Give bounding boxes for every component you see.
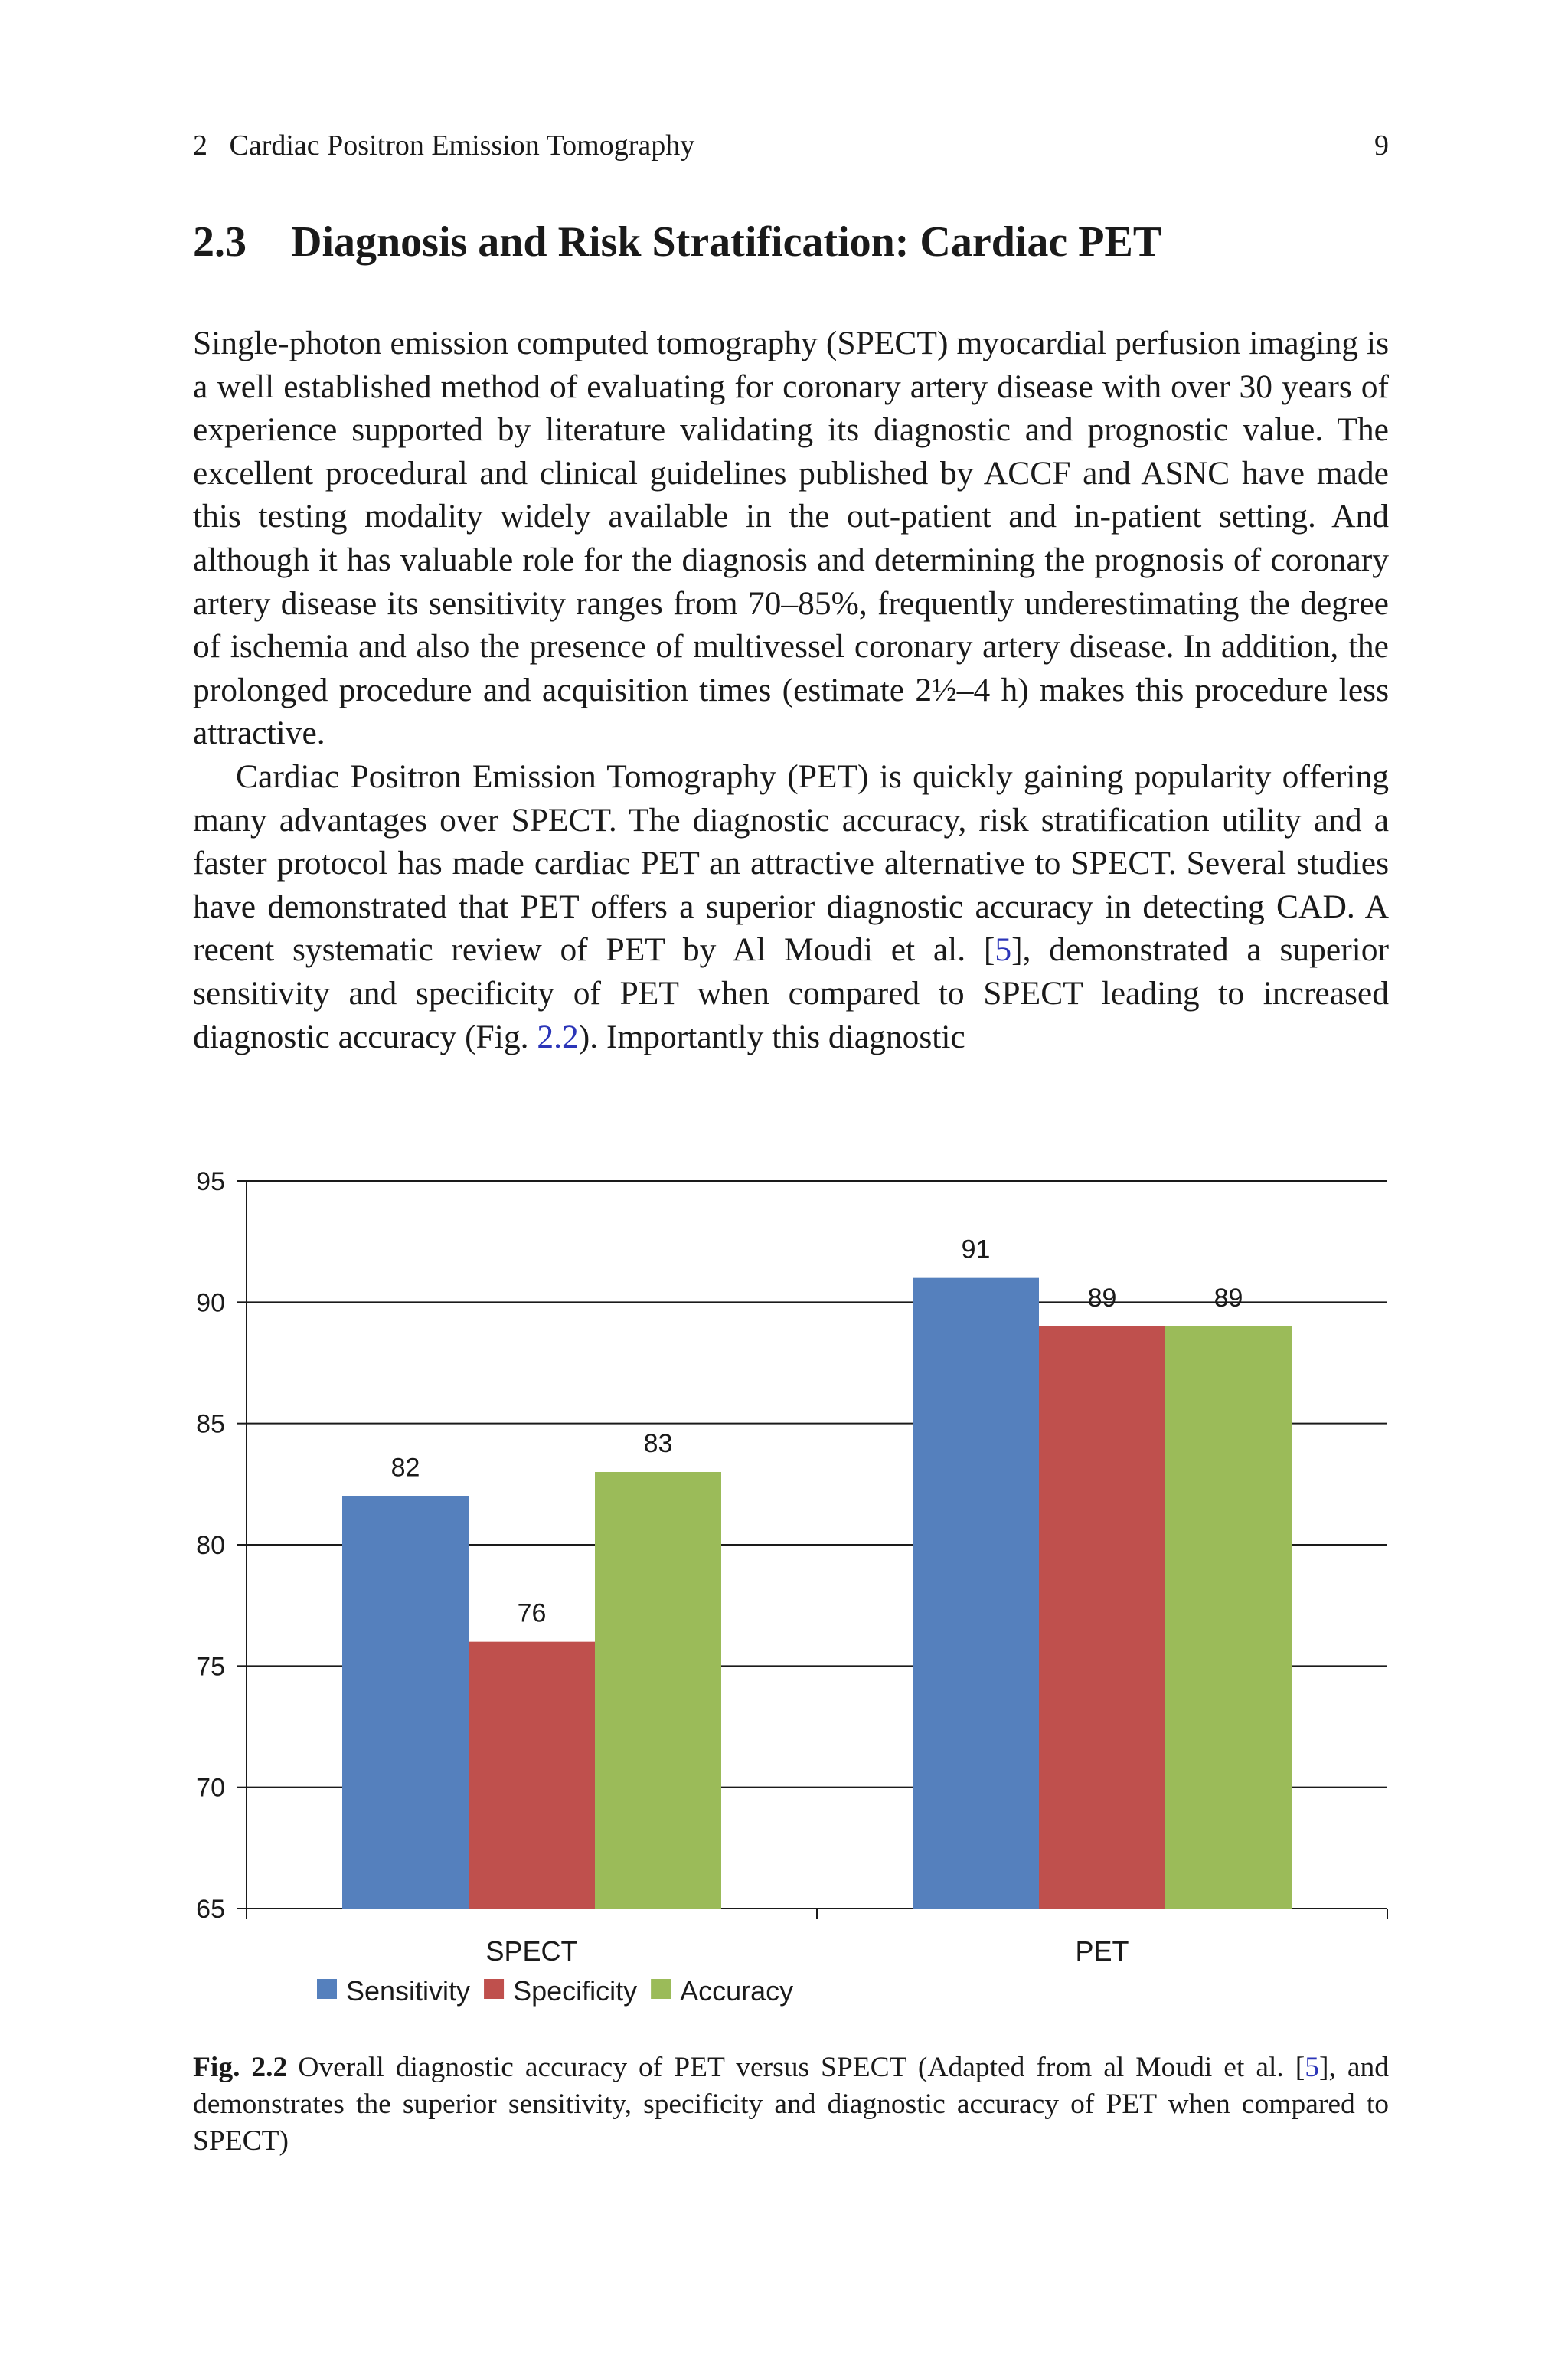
legend-label-accuracy: Accuracy: [680, 1975, 794, 2007]
data-label: 83: [643, 1429, 673, 1458]
paragraph-2-text-2: ], demonstrated a superior sensitivity and specificity of PET when compared to SPECT leading to increased diagnostic accuracy (Fig.: [193, 931, 1390, 1055]
bar-sensitivity-spect: [342, 1496, 469, 1909]
y-tick-label: 80: [196, 1531, 225, 1560]
bar-sensitivity-pet: [913, 1278, 1039, 1909]
bar-accuracy-spect: [595, 1472, 721, 1909]
legend-swatch-accuracy: [651, 1979, 671, 1999]
caption-text-1: Overall diagnostic accuracy of PET versus SPECT (Adapted from al Moudi et al. [: [298, 2052, 1305, 2083]
paragraph-2: [193, 755, 1389, 1058]
y-tick-label: 95: [196, 1167, 225, 1196]
paragraph-2-text-3: ). Importantly this diagnostic: [578, 1018, 965, 1055]
data-label: 76: [517, 1598, 547, 1628]
paragraph-1: Single-photon emission computed tomography (SPECT) myocardial perfusion imaging is a well established method of evaluating for coronary artery disease with over 30 years of experience supported by literature validating its diagnostic and prognostic value. The excellent procedural and clinical guidelines published by ACCF and ASNC have made this testing modality widely available in the out-patient and in-patient setting. And although it has valuable role for the diagnosis and determining the prognosis of coronary artery disease its sensitivity ranges from 70–85%, frequently underestimating the degree of ischemia and also the presence of multivessel coronary artery disease. In addition, the prolonged procedure and acquisition times (estimate 2½–4 h) makes this procedure less attractive.: [193, 325, 1389, 752]
legend-swatch-sensitivity: [317, 1979, 337, 1999]
data-label: 89: [1214, 1284, 1243, 1313]
page-number: 9: [1374, 129, 1389, 162]
legend-label-sensitivity: Sensitivity: [346, 1975, 471, 2007]
bar-chart-svg: [153, 1149, 1409, 2037]
caption-text-2: ], and demonstrates the superior sensitivity, specificity and diagnostic accuracy of PET when compared to SPECT): [193, 2052, 1390, 2157]
figure-label: Fig. 2.2: [193, 2052, 288, 2083]
figure-link[interactable]: 2.2: [537, 1018, 579, 1055]
running-head: [193, 123, 1389, 168]
running-head-chapter: 2 Cardiac Positron Emission Tomography: [193, 129, 695, 162]
paragraph-2-text-1: Cardiac Positron Emission Tomography (PET) is quickly gaining popularity offering many advantages over SPECT. The diagnostic accuracy, risk stratification utility and a faster protocol has made cardiac PET an attractive alternative to SPECT. Several studies have demonstrated that PET offers a superior diagnostic accuracy in detecting CAD. A recent systematic review of PET by Al Moudi et al. [: [193, 757, 1389, 969]
y-tick-label: 70: [196, 1773, 225, 1803]
y-tick-label: 75: [196, 1652, 225, 1682]
y-tick-label: 85: [196, 1409, 225, 1439]
data-label: 89: [1087, 1284, 1117, 1313]
bar-chart: [153, 1149, 1409, 2037]
bar-specificity-pet: [1039, 1326, 1165, 1909]
section-heading: [193, 211, 1389, 273]
citation-link[interactable]: 5: [995, 931, 1012, 969]
data-label: 82: [390, 1453, 420, 1483]
y-tick-label: 90: [196, 1288, 225, 1318]
legend-swatch-specificity: [484, 1979, 504, 1999]
figure-caption: [193, 2049, 1389, 2160]
body-text: [193, 322, 1389, 1058]
legend-label-specificity: Specificity: [513, 1975, 638, 2007]
x-tick-label: SPECT: [485, 1935, 578, 1967]
section-title: Diagnosis and Risk Stratification: Cardiac PET: [291, 218, 1162, 266]
bar-accuracy-pet: [1165, 1326, 1292, 1909]
data-label: 91: [961, 1235, 991, 1264]
caption-citation-link[interactable]: 5: [1305, 2052, 1320, 2083]
bar-specificity-spect: [469, 1642, 595, 1909]
section-number: 2.3: [193, 218, 247, 266]
x-tick-label: PET: [1075, 1935, 1129, 1967]
y-tick-label: 65: [196, 1895, 225, 1924]
